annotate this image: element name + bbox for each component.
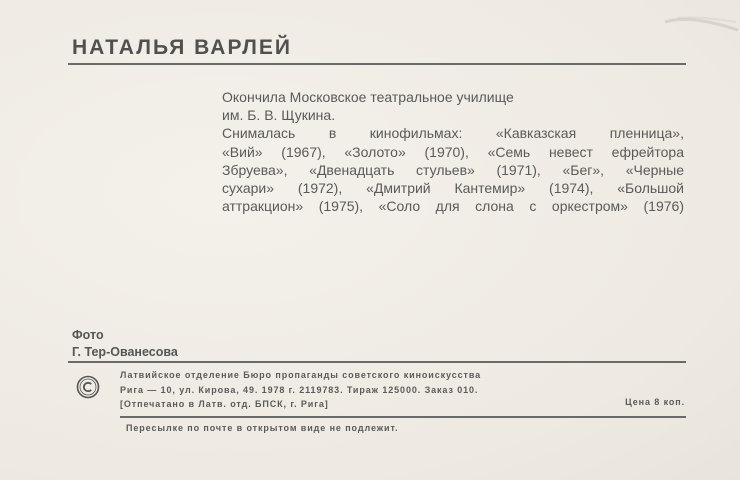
bio-line: Збруева», «Двенадцать стульев» (1971), «Бег», «Черные (222, 161, 684, 178)
publisher-info (120, 368, 686, 412)
publisher-line: Рига — 10, ул. Кирова, 49. 1978 г. 2119783. Тираж 125000. Заказ 010. (120, 384, 479, 395)
photo-label: Фото (72, 328, 104, 342)
price-label: Цена 8 коп. (625, 397, 685, 407)
biography-text (222, 88, 684, 215)
publisher-line: [Отпечатано в Латв. отд. БПСК, г. Рига] (120, 399, 329, 409)
copyright-icon (76, 375, 100, 399)
bio-line: им. Б. В. Щукина. (222, 107, 336, 124)
publisher-divider (68, 361, 686, 363)
bio-line: Снималась в кинофильмах: «Кавказская пленница», (222, 125, 684, 142)
photo-author: Г. Тер-Ованесова (72, 345, 178, 359)
bio-line: Окончила Московское театральное училище (222, 89, 514, 105)
publisher-line: Латвийское отделение Бюро пропаганды советского киноискусства (120, 370, 482, 380)
title-divider (68, 63, 686, 65)
bio-line: сухари» (1972), «Дмитрий Кантемир» (1974), «Большой (222, 180, 684, 197)
paper-smudge (660, 8, 740, 36)
photo-credit (72, 327, 178, 361)
notice-divider (120, 416, 686, 418)
page-title: НАТАЛЬЯ ВАРЛЕЙ (72, 36, 292, 59)
mailing-notice: Пересылке по почте в открытом виде не подлежит. (126, 423, 399, 433)
bio-line: аттракцион» (1975), «Соло для слона с оркестром» (1976) (222, 198, 684, 215)
bio-line: «Вий» (1967), «Золото» (1970), «Семь невест ефрейтора (222, 143, 684, 160)
